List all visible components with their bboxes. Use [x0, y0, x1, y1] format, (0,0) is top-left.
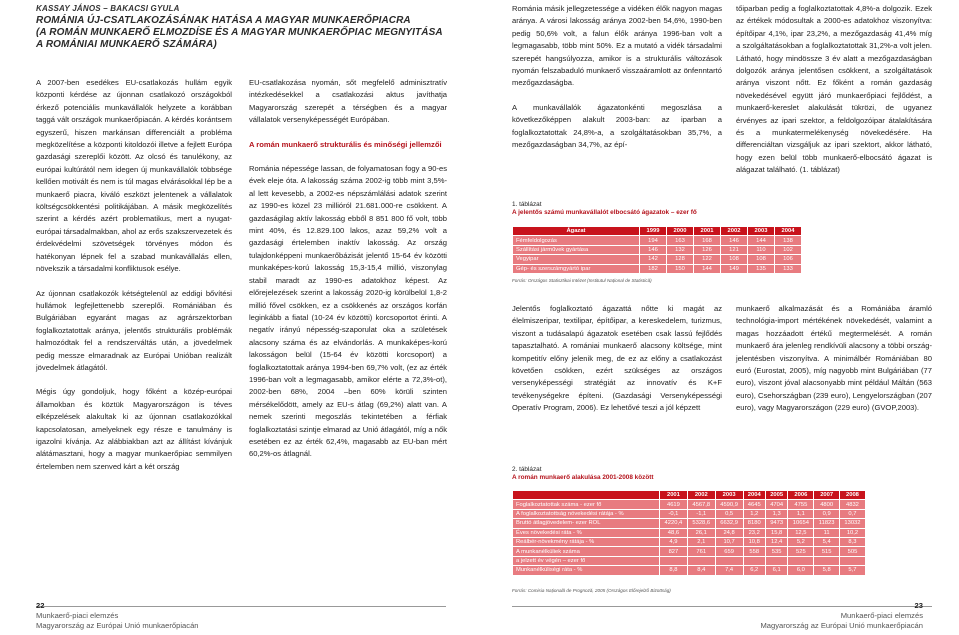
table-cell: 535 — [765, 547, 787, 556]
table-row-label: Ágazat — [513, 227, 640, 236]
table-cell: 9473 — [765, 519, 787, 528]
table-cell: 102 — [775, 245, 802, 254]
table-cell — [687, 556, 715, 565]
table1 — [512, 226, 802, 274]
table-cell: 132 — [667, 245, 694, 254]
table-cell: 5,7 — [839, 566, 865, 575]
table-cell: 2001 — [694, 227, 721, 236]
paragraph: munkaerő alkalmazását és a Romániába áramló technológia-import mértékének növekedését, valamint a magas hozzáadott értékű megtermelését. A román munkaerő ára jelenleg rendkívüli alacsony a többi ország-jelentésben viszonyítva. A minimálbér Romániában 80 euró (Eurostat, 2005), míg nagyobb mint Bulgáriában (77 euro), viszont jóval alacsonyabb mint például Máltán (563 euro), Csehországban (239 euro), Lengyelországban (207 euro), vagy Magyarországon (229 euro) (GVOP,2003). — [736, 304, 932, 413]
table-cell: 659 — [715, 547, 743, 556]
table2-source: Forrás: Comisia Națională de Prognoză, 2005 (Országos Előrejelző Bizottság) — [512, 588, 671, 593]
table-row — [513, 500, 866, 509]
table-cell: 12,5 — [788, 528, 814, 537]
table-cell: 10654 — [788, 519, 814, 528]
table-cell: 558 — [743, 547, 765, 556]
table-cell: 2001 — [660, 491, 688, 500]
table-cell: 146 — [721, 236, 748, 245]
header-title-line2: (A ROMÁN MUNKAERŐ ELMOZDÍSE ÉS A MAGYAR MUNKAERŐPIAC MEGNYITÁSA — [36, 27, 443, 38]
table-cell: 10,7 — [715, 537, 743, 546]
table-cell — [839, 556, 865, 565]
table-cell — [814, 556, 840, 565]
table-cell: 827 — [660, 547, 688, 556]
table-row — [513, 264, 802, 273]
table-cell: 138 — [775, 236, 802, 245]
table-cell: 150 — [667, 264, 694, 273]
table-cell: 108 — [748, 255, 775, 264]
table-cell: 26,1 — [687, 528, 715, 537]
table-row-label: Reálbér-növekmény rátája - % — [513, 537, 660, 546]
paragraph: Románia népessége lassan, de folyamatosan fogy a 90-es évek eleje óta. A lakosság száma 2002-ig több mint 3,5%-al lett kevesebb, a 2002-es népszámlálási adatok szerint az 1990-es közel 23 millióról 21.681.000-re csökkent. A gazdaságilag aktív lakosság ebből 8 851 800 fő volt, több mint 40%, és 12.829.100 lakos, azaz 59,2% volt a gazdasági értelemben inaktív lakosság. Az ország tulajdonképpeni munkaerőbázisát jelentő 15-64 év közötti munkaképes-korú lakosság 15,3-15,4 millió, viszonylag stabil maradt az 1990-es adatokhoz képest. Az előrejelezések szerint a lakosság 2020-ig körülbelül 1,8-2 millió fővel csökken, ez a csökkenés az országos korfán leginkább a fiatal (10-24 év közötti) korcsoportot érinti. A negatív irányú népesség-szaporulat oka a születések alacsony száma és az elvándorlás. A munkaképes-korú lakosságon belül (15-64 év közötti korcsoport) a foglalkoztatottak aránya 1994-ben 69,7% volt, (ez az érték 1996-ban volt a legmagasabb, amikor elérte a 72,3%-ot), 2002-ben 68%, 2004 –ben 60% körüli szinten mérsékelődött, amely az EU-s átlag (69,2%) alatt van. A nemek szerinti megoszlás tekintetében a férfiak foglalkoztatási szintje elmarad az Unió átlagától, míg a nők esetében ez az érték 62,4%, magasabb az EU-ban mért 60,2%-os átlagnál. — [249, 164, 447, 459]
table-cell: 0,5 — [715, 509, 743, 518]
table-cell: 182 — [640, 264, 667, 273]
table-cell: 142 — [640, 255, 667, 264]
right-column-1 — [512, 3, 722, 151]
table-cell: -0,1 — [660, 509, 688, 518]
left-column-2 — [249, 77, 447, 461]
table-cell: 5328,6 — [687, 519, 715, 528]
table-cell: 505 — [839, 547, 865, 556]
footer-right — [760, 601, 923, 631]
table-cell: 1,2 — [743, 509, 765, 518]
table-cell: 761 — [687, 547, 715, 556]
table-row — [513, 537, 866, 546]
table-cell: 194 — [640, 236, 667, 245]
table-cell — [788, 556, 814, 565]
footer-line1: Munkaerő-piaci elemzés — [36, 611, 119, 620]
table-row — [513, 245, 802, 254]
header-title — [36, 15, 456, 51]
table-cell: 13032 — [839, 519, 865, 528]
table-row-label: A foglalkoztatottság növekedési rátája - % — [513, 509, 660, 518]
table1-caption — [512, 201, 697, 217]
table-row-label: Fémfeldolgozás — [513, 236, 640, 245]
table-cell — [660, 556, 688, 565]
paragraph: Jelentős foglalkoztató ágazattá nőtte ki magát az élelmiszeripar, textilipar, építőipar, a kereskedelem, turizmus, viszont a tudásalapú ágazatok esetében csak lassú fejlődés tapasztalható. A romániai munkaerő alacsony költsége, mint kompetitív előny jelenik meg, de ez az előny a csatlakozást követően csökken, ezért szükséges az országos versenyképességi stratégiát az innovatív és K+F tevékenységekre építeni. (Gazdasági Versenyképességi Operatív Program, 2006). Ez lehetővé teszi a jól képzett — [512, 304, 722, 413]
table-cell: 133 — [775, 264, 802, 273]
table-row-label: Vegyipar — [513, 255, 640, 264]
table-cell: 1,1 — [788, 509, 814, 518]
table-row-label: Gép- és szerszámgyártó ipar — [513, 264, 640, 273]
page-number: 22 — [36, 601, 45, 610]
table-cell: 8,8 — [660, 566, 688, 575]
table-cell: 4619 — [660, 500, 688, 509]
table-cell: 7,4 — [715, 566, 743, 575]
table2-caption — [512, 466, 653, 482]
table-cell: 2003 — [715, 491, 743, 500]
table1-number: 1. táblázat — [512, 201, 542, 208]
table-cell: 5,8 — [814, 566, 840, 575]
table-cell: 121 — [721, 245, 748, 254]
table-cell: 4567,8 — [687, 500, 715, 509]
table2-number: 2. táblázat — [512, 466, 542, 473]
table-cell: 2008 — [839, 491, 865, 500]
table2-title: A román munkaerő alakulása 2001-2008 között — [512, 474, 654, 481]
left-column-1 — [36, 77, 232, 473]
table-cell — [765, 556, 787, 565]
table-cell: 4832 — [839, 500, 865, 509]
table-cell: 126 — [694, 245, 721, 254]
table-cell: 144 — [748, 236, 775, 245]
table-cell: 525 — [788, 547, 814, 556]
table-cell: 23,2 — [743, 528, 765, 537]
table-cell: 4,9 — [660, 537, 688, 546]
table-cell: 6,0 — [788, 566, 814, 575]
table-cell: 135 — [748, 264, 775, 273]
table-cell: 2005 — [765, 491, 787, 500]
paragraph: Az újonnan csatlakozók kétségtelenül az eddigi bővítési hullámok legfejlettenebb szereplői. Romániában és Bulgáriában egyaránt magas az agrárszektorban foglalkoztatottak aránya, jelentős strukturális problémák halmozódtak fel a rendszerváltás után, a jövedelmek pedig messze elmaradnak az Európai Unióban realizált jövedelmek átlagától. — [36, 288, 232, 372]
table-cell: 2002 — [721, 227, 748, 236]
table-cell: 106 — [775, 255, 802, 264]
table-cell: 168 — [694, 236, 721, 245]
table-cell — [743, 556, 765, 565]
right-column-3 — [512, 303, 722, 415]
table-cell: 128 — [667, 255, 694, 264]
table-cell: 8180 — [743, 519, 765, 528]
table-cell: 144 — [694, 264, 721, 273]
table-cell: 5,2 — [788, 537, 814, 546]
table-row-label: a jelzett év végén – ezer fő — [513, 556, 660, 565]
table-cell: 110 — [748, 245, 775, 254]
table-cell: 146 — [640, 245, 667, 254]
right-column-4 — [736, 303, 932, 415]
right-column-2 — [736, 3, 932, 177]
table-header-row — [513, 491, 866, 500]
paragraph: A munkavállalók ágazatonkénti megoszlása a következőképpen alakult 2003-ban: az iparban a foglalkoztatottak 24,8%-a, a szolgáltatásokban 35,7%, a mezőgazdaságban 34,7%, az épí- — [512, 102, 722, 150]
table2 — [512, 490, 866, 576]
table-cell: 2,1 — [687, 537, 715, 546]
table-cell: 10,8 — [743, 537, 765, 546]
table-row — [513, 566, 866, 575]
table-cell: 108 — [721, 255, 748, 264]
table-cell: 122 — [694, 255, 721, 264]
table-cell: 12,4 — [765, 537, 787, 546]
table-cell: 10,2 — [839, 528, 865, 537]
table-row-label: Foglalkoztatottak száma - ezer fő — [513, 500, 660, 509]
table-row — [513, 509, 866, 518]
table-row — [513, 547, 866, 556]
paragraph: tőiparban pedig a foglalkoztatottak 4,8%-a dolgozik. Ezek az értékek módosultak a 2000-es adatokhoz viszonyítva: építőipar 4,1%, ipar 23,2%, a mezőgazdaság 41,4% míg a szolgáltatásokban a foglalkoztatottak 31,2%-a volt jelen. Látható, hogy mindössze 3 év alatt a mezőgazdaságban dolgozók aránya jelentősen csökkent, a szolgáltatások aránya viszont nőtt. Ez főként a román gazdaság növekedésével együtt járó munkaerőpiaci fejlődést, a munkaerő-kereslet alakulását tükrözi, de ugyanez érvényes az ipari szektor, a feldolgozóipar átalakítására és a munkatermelékenység növekedésére. Ha differenciáltan vizsgáljuk az ipari szektort, akkor látható, hogy ezen belül több munkaerő-elbocsátó ágazat is alágazat található. (1. táblázat) — [736, 4, 932, 175]
table-cell: 48,6 — [660, 528, 688, 537]
table-cell: 2007 — [814, 491, 840, 500]
table1-source: Forrás: Országos Statisztikai Intézet (Institutul Național de Statistică) — [512, 278, 652, 283]
table-cell: 11 — [814, 528, 840, 537]
paragraph: EU-csatlakozása nyomán, sőt megfelelő adminisztratív intézkedésekkel a csatlakozási aktus javíthatja Magyarország szerepét a térségben és a magyar vállalatok versenyképességét Európában. — [249, 78, 447, 125]
table-cell — [715, 556, 743, 565]
header-author: KASSAY JÁNOS – BAKACSI GYULA — [36, 4, 180, 13]
table-row — [513, 519, 866, 528]
table-cell: 2002 — [687, 491, 715, 500]
footer-line2: Magyarország az Európai Unió munkaerőpiacán — [760, 621, 923, 630]
table-cell: 1,3 — [765, 509, 787, 518]
table-cell: 8,4 — [687, 566, 715, 575]
table-cell: 2004 — [775, 227, 802, 236]
footer-left — [36, 601, 199, 631]
table-cell: 4590,9 — [715, 500, 743, 509]
table-cell: 515 — [814, 547, 840, 556]
table-cell: 4645 — [743, 500, 765, 509]
paragraph: Románia másik jellegzetessége a vidéken élők nagyon magas aránya. A városi lakosság aránya 2002-ben 54,6%, 1990-ben pedig 50,6% volt, a falun élők aránya 1996-ban volt a legmagasabb, több mint 50%. Ez a mutató a vidék társadalmi szerepét hangsúlyozza, amikor is a strukturális változások nyomán felszabaduló munkaerő visszaáramlott az önfenntartó mezőgazdaságba. — [512, 4, 722, 88]
table-cell: -1,1 — [687, 509, 715, 518]
table-cell: 15,8 — [765, 528, 787, 537]
table-header-row — [513, 227, 802, 236]
section-title: A román munkaerő strukturális és minőségi jellemzői — [249, 139, 442, 149]
table-row-label: A munkanélküliek száma — [513, 547, 660, 556]
table-cell: 5,4 — [814, 537, 840, 546]
table-cell: 4220,4 — [660, 519, 688, 528]
table-cell: 4800 — [814, 500, 840, 509]
table-cell: 6,1 — [765, 566, 787, 575]
footer-line1: Munkaerő-piaci elemzés — [840, 611, 923, 620]
table-row — [513, 528, 866, 537]
table-cell: 4755 — [788, 500, 814, 509]
paragraph: A 2007-ben esedékes EU-csatlakozás hullám egyik központi kérdése az újonnan csatlakozó országokból érkező potenciális munkavállalók helyzete a korábban taggá vált országok munkaerőpiacán. A kérdés korántsem egyszerű, hiszen markánsan differenciált a probléma megközelítése a központi kitoldozói illetve a fejlett Európa gazdasági szereplői között. Az olcsó és tanulékony, az európai kultúrától nem idegen új munkavállalók többsége kellően motivált és nem is túl magas elvárásokkal lép be a munkaerő piacra, kiváló eszközt jelentenek a vállalatok költségcsökkentési politikájában. A másik megközelítés szerint a kérdés azért problematikus, mert a nyugat-európai társadalmakban, ahol az erős szakszervezetek és érdekvédelmi szövetségek törvényes módon és hatékonyan lépnek fel a szabad munkavállalás ellen, növekszik a társadalmi konfliktusok esélye. — [36, 78, 232, 274]
table-cell: 24,8 — [715, 528, 743, 537]
table-row-label: Éves növekedési ráta - % — [513, 528, 660, 537]
table1-title: A jelentős számú munkavállalót elbocsátó ágazatok – ezer fő — [512, 209, 697, 216]
header-title-line3: A ROMÁNIAI MUNKAERŐ SZÁMÁRA) — [36, 39, 217, 50]
table-cell: 1999 — [640, 227, 667, 236]
table-cell: 0,9 — [814, 509, 840, 518]
table-cell: 2006 — [788, 491, 814, 500]
table-row-label: Munkanélküliségi ráta - % — [513, 566, 660, 575]
table-cell: 11823 — [814, 519, 840, 528]
footer-line2: Magyarország az Európai Unió munkaerőpiacán — [36, 621, 199, 630]
table-cell: 6,2 — [743, 566, 765, 575]
page-number: 23 — [914, 601, 923, 610]
table-cell: 0,7 — [839, 509, 865, 518]
table-cell: 2003 — [748, 227, 775, 236]
table-cell: 6632,9 — [715, 519, 743, 528]
table-row — [513, 556, 866, 565]
table-cell: 4704 — [765, 500, 787, 509]
header-title-line1: ROMÁNIA ÚJ-CSATLAKOZÁSÁNAK HATÁSA A MAGYAR MUNKAERŐPIACRA — [36, 15, 411, 26]
paragraph: Mégis úgy gondoljuk, hogy főként a közép-európai államokban és köztük Magyarországon is téves elképzelések alakultak ki az újonnan csatlakozókkal kapcsolatosan, amelyeknek egy része e tanulmány is igazolni kívánja. Az alábbiakban azt az állítást kívánjuk alátámasztani, hogy a magyar munkaerőpiac semmilyen értelemben nem szenved kárt a két ország — [36, 387, 232, 471]
table-row-label — [513, 491, 660, 500]
table-cell: 2000 — [667, 227, 694, 236]
table-row — [513, 255, 802, 264]
table-row-label: Szállítási járművek gyártása — [513, 245, 640, 254]
table-cell: 149 — [721, 264, 748, 273]
table-row-label: Bruttó átlagjövedelem- ezer ROL — [513, 519, 660, 528]
table-cell: 2004 — [743, 491, 765, 500]
table-cell: 163 — [667, 236, 694, 245]
table-row — [513, 236, 802, 245]
table-cell: 8,3 — [839, 537, 865, 546]
